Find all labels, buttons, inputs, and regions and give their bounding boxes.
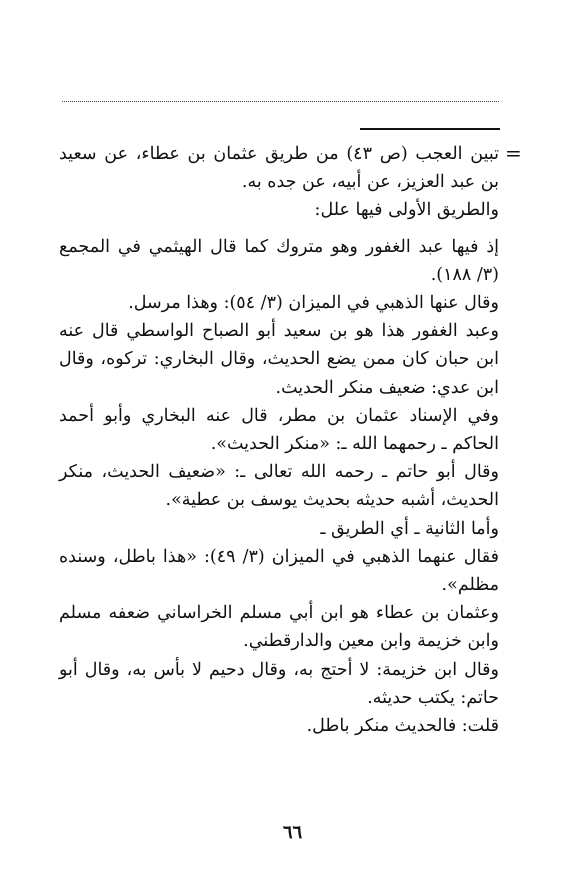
paragraph-8: وأما الثانية ـ أي الطريق ـ — [320, 518, 499, 539]
paragraph-12: قلت: فالحديث منكر باطل. — [306, 716, 499, 737]
footnote-text-block — [59, 140, 499, 740]
paragraph-6: وفي الإسناد عثمان بن مطر، قال عنه البخاري وأبو أحمد الحاكم ـ رحمهما الله ـ: «منكر الحديث». — [59, 405, 499, 455]
footnote-separator-rule — [360, 128, 500, 130]
paragraph-2: والطريق الأولى فيها علل: — [314, 200, 499, 221]
paragraph-4: وقال عنها الذهبي في الميزان (٣/ ٥٤): وهذا مرسل. — [128, 293, 499, 314]
page-number: ٦٦ — [282, 822, 303, 843]
footnote-continuation-marker: = — [505, 141, 522, 165]
paragraph-7: وقال أبو حاتم ـ رحمه الله تعالى ـ: «ضعيف الحديث، منكر الحديث، أشبه حديثه بحديث يوسف بن عطية». — [59, 462, 499, 511]
paragraph-1: تبين العجب (ص ٤٣) من طريق عثمان بن عطاء، عن سعيد بن عبد العزيز، عن أبيه، عن جده به. — [59, 144, 499, 193]
paragraph-5: وعبد الغفور هذا هو بن سعيد أبو الصباح الواسطي قال عنه ابن حبان كان ممن يضع الحديث، وقال البخاري: تركوه، وقال ابن عدي: ضعيف منكر الحديث. — [59, 321, 499, 398]
paragraph-11: وقال ابن خزيمة: لا أحتج به، وقال دحيم لا بأس به، وقال أبو حاتم: يكتب حديثه. — [59, 659, 499, 708]
header-dotted-rule — [62, 101, 499, 102]
paragraph-10: وعثمان بن عطاء هو ابن أبي مسلم الخراساني ضعفه مسلم وابن خزيمة وابن معين والدارقطني. — [59, 603, 499, 652]
paragraph-9: فقال عنهما الذهبي في الميزان (٣/ ٤٩): «هذا باطل، وسنده مظلم». — [59, 546, 499, 596]
paragraph-3: إذ فيها عبد الغفور وهو متروك كما قال الهيثمي في المجمع (٣/ ١٨٨). — [59, 236, 499, 285]
